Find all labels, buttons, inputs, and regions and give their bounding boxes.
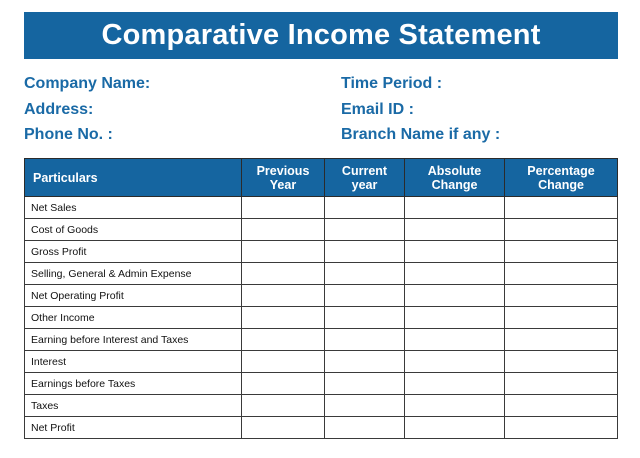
branch-label: Branch Name if any : [341, 126, 501, 143]
row-label: Taxes [25, 395, 242, 417]
company-name-label: Company Name: [24, 75, 151, 92]
phone-label: Phone No. : [24, 126, 113, 143]
percentage-change-cell[interactable] [505, 351, 618, 373]
table-row [25, 219, 618, 241]
previous-year-cell[interactable] [242, 241, 325, 263]
row-label: Interest [25, 351, 242, 373]
previous-year-cell[interactable] [242, 329, 325, 351]
table-row [25, 241, 618, 263]
absolute-change-cell[interactable] [405, 329, 505, 351]
table-row [25, 351, 618, 373]
current-year-cell[interactable] [325, 307, 405, 329]
absolute-change-cell[interactable] [405, 263, 505, 285]
row-label: Net Operating Profit [25, 285, 242, 307]
current-year-cell[interactable] [325, 395, 405, 417]
previous-year-cell[interactable] [242, 395, 325, 417]
absolute-change-cell[interactable] [405, 285, 505, 307]
percentage-change-cell[interactable] [505, 263, 618, 285]
header-percentage-change: Percentage Change [505, 159, 618, 197]
time-period-label: Time Period : [341, 75, 443, 92]
current-year-cell[interactable] [325, 373, 405, 395]
previous-year-cell[interactable] [242, 417, 325, 439]
current-year-cell[interactable] [325, 285, 405, 307]
row-label: Net Sales [25, 197, 242, 219]
absolute-change-cell[interactable] [405, 373, 505, 395]
table-row [25, 395, 618, 417]
current-year-cell[interactable] [325, 351, 405, 373]
page-title: Comparative Income Statement [101, 19, 541, 51]
table-row [25, 285, 618, 307]
percentage-change-cell[interactable] [505, 373, 618, 395]
row-label: Net Profit [25, 417, 242, 439]
previous-year-cell[interactable] [242, 373, 325, 395]
percentage-change-cell[interactable] [505, 285, 618, 307]
current-year-cell[interactable] [325, 417, 405, 439]
header-current-year: Current year [325, 159, 405, 197]
absolute-change-cell[interactable] [405, 417, 505, 439]
row-label: Selling, General & Admin Expense [25, 263, 242, 285]
percentage-change-cell[interactable] [505, 197, 618, 219]
current-year-cell[interactable] [325, 241, 405, 263]
absolute-change-cell[interactable] [405, 241, 505, 263]
address-label: Address: [24, 101, 94, 118]
previous-year-cell[interactable] [242, 307, 325, 329]
row-label: Gross Profit [25, 241, 242, 263]
percentage-change-cell[interactable] [505, 307, 618, 329]
title-banner [24, 12, 618, 59]
previous-year-cell[interactable] [242, 197, 325, 219]
row-label: Earnings before Taxes [25, 373, 242, 395]
current-year-cell[interactable] [325, 329, 405, 351]
table-row [25, 263, 618, 285]
percentage-change-cell[interactable] [505, 241, 618, 263]
row-label: Other Income [25, 307, 242, 329]
email-label: Email ID : [341, 101, 414, 118]
table-header-row [25, 159, 618, 197]
percentage-change-cell[interactable] [505, 219, 618, 241]
table-row [25, 197, 618, 219]
table-row [25, 373, 618, 395]
percentage-change-cell[interactable] [505, 417, 618, 439]
header-absolute-change: Absolute Change [405, 159, 505, 197]
header-particulars: Particulars [25, 159, 242, 197]
previous-year-cell[interactable] [242, 351, 325, 373]
percentage-change-cell[interactable] [505, 395, 618, 417]
percentage-change-cell[interactable] [505, 329, 618, 351]
current-year-cell[interactable] [325, 263, 405, 285]
row-label: Earning before Interest and Taxes [25, 329, 242, 351]
previous-year-cell[interactable] [242, 263, 325, 285]
previous-year-cell[interactable] [242, 219, 325, 241]
current-year-cell[interactable] [325, 219, 405, 241]
absolute-change-cell[interactable] [405, 351, 505, 373]
absolute-change-cell[interactable] [405, 219, 505, 241]
table-row [25, 307, 618, 329]
absolute-change-cell[interactable] [405, 197, 505, 219]
header-previous-year: Previous Year [242, 159, 325, 197]
absolute-change-cell[interactable] [405, 307, 505, 329]
absolute-change-cell[interactable] [405, 395, 505, 417]
row-label: Cost of Goods [25, 219, 242, 241]
income-statement-table [24, 158, 618, 439]
table-row [25, 329, 618, 351]
previous-year-cell[interactable] [242, 285, 325, 307]
table-row [25, 417, 618, 439]
current-year-cell[interactable] [325, 197, 405, 219]
